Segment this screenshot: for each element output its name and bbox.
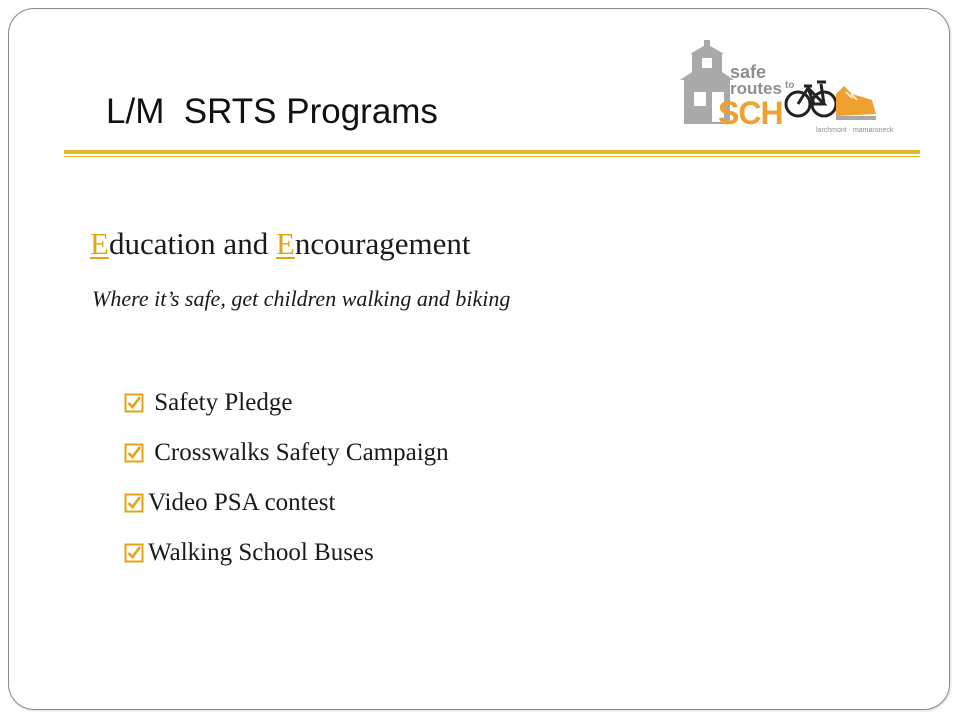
program-checklist	[124, 378, 449, 578]
section-subtitle: Where it’s safe, get children walking and biking	[92, 286, 511, 311]
logo-line-sch: SCH	[718, 95, 783, 131]
slide-title: L/M SRTS Programs	[106, 92, 438, 131]
checked-box-icon	[124, 443, 144, 463]
sneaker-icon	[836, 86, 876, 120]
checked-box-icon	[124, 393, 144, 413]
list-item-label: Walking School Buses	[148, 539, 374, 566]
logo-line-to: to	[785, 80, 795, 91]
srts-logo	[676, 36, 916, 136]
list-item-label: Video PSA contest	[148, 489, 336, 516]
checked-box-icon	[124, 543, 144, 563]
list-item	[124, 478, 449, 528]
title-divider-thin	[64, 156, 920, 157]
list-item-label: Crosswalks Safety Campaign	[148, 439, 449, 466]
section-heading	[90, 226, 470, 262]
logo-line-routes: routes	[730, 79, 782, 98]
list-item-label: Safety Pledge	[148, 389, 293, 416]
logo-line-safe: safe	[730, 62, 767, 82]
checked-box-icon	[124, 493, 144, 513]
list-item	[124, 378, 449, 428]
list-item	[124, 428, 449, 478]
heading-accent-letter-e1: E	[90, 226, 109, 261]
list-item	[124, 528, 449, 578]
heading-text-part1: ducation and	[108, 226, 276, 261]
title-divider-thick	[64, 150, 920, 154]
heading-accent-letter-e2: E	[275, 226, 295, 261]
heading-text-part2: ncouragement	[294, 226, 471, 261]
logo-tagline: larchmont · mamaroneck	[816, 127, 894, 134]
